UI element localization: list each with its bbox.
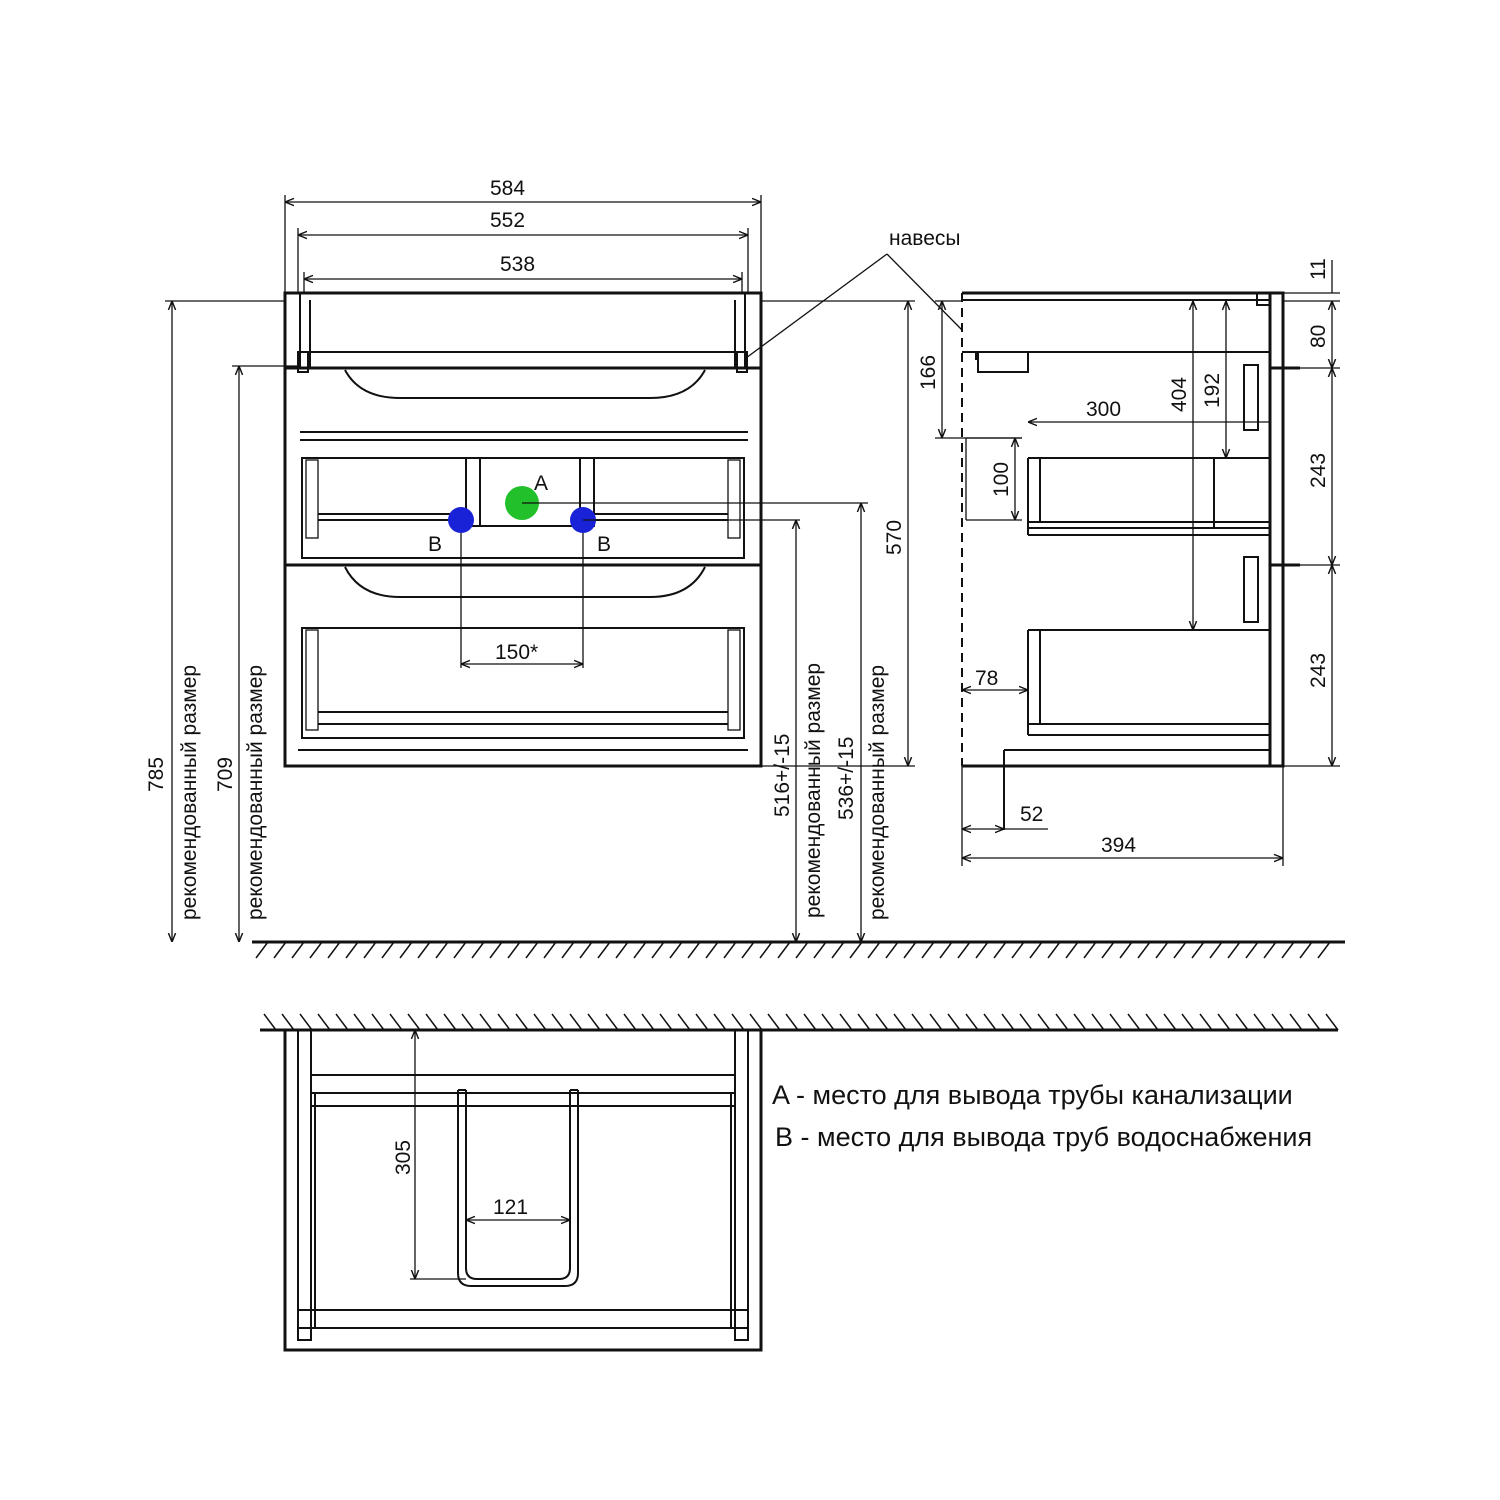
recommended-label-709: рекомендованный размер: [244, 664, 267, 920]
hatch-mark: [454, 942, 466, 958]
hatch-mark: [742, 942, 754, 958]
hatch-mark: [588, 1014, 600, 1030]
hatch-mark: [642, 1014, 654, 1030]
dim-150: 150*: [495, 641, 539, 664]
dim-100: 100: [990, 461, 1013, 497]
hatch-mark: [876, 1014, 888, 1030]
label-point-b-right: B: [597, 533, 612, 556]
hatch-mark: [714, 1014, 726, 1030]
hatch-mark: [1020, 1014, 1032, 1030]
front-view: [145, 177, 962, 942]
hatch-mark: [930, 1014, 942, 1030]
hatch-mark: [904, 942, 916, 958]
hatch-mark: [1056, 1014, 1068, 1030]
hatch-mark: [534, 1014, 546, 1030]
hatch-mark: [732, 1014, 744, 1030]
hatch-mark: [652, 942, 664, 958]
hatch-mark: [1120, 942, 1132, 958]
hatch-mark: [1200, 1014, 1212, 1030]
hatch-mark: [462, 1014, 474, 1030]
dim-300: 300: [1086, 398, 1122, 421]
hatch-mark: [670, 942, 682, 958]
dim-516: 516+/-15: [771, 733, 794, 817]
recommended-label-516: рекомендованный размер: [802, 662, 825, 918]
hatch-mark: [688, 942, 700, 958]
water-point-b-left: [448, 507, 474, 533]
hatch-mark: [706, 942, 718, 958]
hatch-mark: [804, 1014, 816, 1030]
hatch-mark: [1074, 1014, 1086, 1030]
hatch-mark: [1254, 1014, 1266, 1030]
hatch-mark: [1048, 942, 1060, 958]
hatch-mark: [472, 942, 484, 958]
hatch-mark: [814, 942, 826, 958]
hatch-mark: [1102, 942, 1114, 958]
hatch-mark: [948, 1014, 960, 1030]
hatch-mark: [544, 942, 556, 958]
hatch-mark: [408, 1014, 420, 1030]
hatch-mark: [562, 942, 574, 958]
dim-52: 52: [1020, 803, 1044, 826]
hatch-mark: [354, 1014, 366, 1030]
hatch-mark: [310, 942, 322, 958]
dim-785: 785: [145, 756, 168, 792]
dim-570: 570: [883, 519, 906, 555]
recommended-label-536: рекомендованный размер: [866, 664, 889, 920]
hatch-mark: [1192, 942, 1204, 958]
hatch-mark: [984, 1014, 996, 1030]
hatch-mark: [570, 1014, 582, 1030]
plan-view: [260, 1030, 1338, 1350]
hatch-mark: [336, 1014, 348, 1030]
hatch-mark: [426, 1014, 438, 1030]
hatch-mark: [912, 1014, 924, 1030]
floor-hatch: [256, 942, 1330, 958]
hatch-mark: [1146, 1014, 1158, 1030]
hatch-mark: [976, 942, 988, 958]
hatch-mark: [1110, 1014, 1122, 1030]
hatch-mark: [796, 942, 808, 958]
hatch-mark: [760, 942, 772, 958]
hatch-mark: [958, 942, 970, 958]
label-point-b-left: B: [428, 533, 443, 556]
hatch-mark: [436, 942, 448, 958]
recommended-label-785: рекомендованный размер: [178, 664, 201, 920]
hatch-mark: [282, 1014, 294, 1030]
hatch-mark: [616, 942, 628, 958]
dim-11: 11: [1307, 258, 1330, 280]
hatch-mark: [1300, 942, 1312, 958]
dim-121: 121: [493, 1196, 529, 1219]
hatch-mark: [1264, 942, 1276, 958]
hatch-mark: [1128, 1014, 1140, 1030]
hatch-mark: [1002, 1014, 1014, 1030]
legend-line-b: B - место для вывода труб водоснабжения: [775, 1122, 1313, 1152]
hatch-mark: [966, 1014, 978, 1030]
hatch-mark: [1236, 1014, 1248, 1030]
hatch-mark: [660, 1014, 672, 1030]
hatch-mark: [922, 942, 934, 958]
hatch-mark: [400, 942, 412, 958]
hatch-mark: [1290, 1014, 1302, 1030]
hatch-mark: [598, 942, 610, 958]
dim-552: 552: [490, 209, 526, 232]
hatch-mark: [1182, 1014, 1194, 1030]
hatch-mark: [606, 1014, 618, 1030]
hatch-mark: [444, 1014, 456, 1030]
hatch-mark: [390, 1014, 402, 1030]
dim-584: 584: [490, 177, 526, 200]
hatch-mark: [318, 1014, 330, 1030]
hatch-mark: [372, 1014, 384, 1030]
hatch-mark: [1210, 942, 1222, 958]
hatch-mark: [696, 1014, 708, 1030]
hatch-mark: [768, 1014, 780, 1030]
hatch-mark: [1246, 942, 1258, 958]
hatch-mark: [994, 942, 1006, 958]
label-hinges: навесы: [889, 227, 961, 250]
hatch-mark: [1326, 1014, 1338, 1030]
dim-80: 80: [1307, 324, 1330, 348]
hatch-mark: [480, 1014, 492, 1030]
hatch-mark: [832, 942, 844, 958]
dim-394: 394: [1101, 834, 1137, 857]
dim-243-upper: 243: [1307, 452, 1330, 488]
hatch-mark: [894, 1014, 906, 1030]
hatch-mark: [840, 1014, 852, 1030]
hatch-mark: [886, 942, 898, 958]
hatch-mark: [624, 1014, 636, 1030]
legend-line-a: A - место для вывода трубы канализации: [772, 1080, 1293, 1110]
side-view: [917, 258, 1340, 866]
hatch-mark: [634, 942, 646, 958]
wall-hatch: [264, 1014, 1338, 1030]
hatch-mark: [868, 942, 880, 958]
hatch-mark: [1084, 942, 1096, 958]
dim-538: 538: [500, 253, 536, 276]
hatch-mark: [526, 942, 538, 958]
dim-243-lower: 243: [1307, 652, 1330, 688]
hatch-mark: [724, 942, 736, 958]
hatch-mark: [300, 1014, 312, 1030]
dim-536: 536+/-15: [835, 736, 858, 820]
hatch-mark: [1218, 1014, 1230, 1030]
hatch-mark: [750, 1014, 762, 1030]
legend: [772, 1080, 1312, 1152]
hatch-mark: [274, 942, 286, 958]
hatch-mark: [1038, 1014, 1050, 1030]
hatch-mark: [1092, 1014, 1104, 1030]
hatch-mark: [256, 942, 268, 958]
dim-709: 709: [214, 756, 237, 792]
hatch-mark: [1012, 942, 1024, 958]
hatch-mark: [580, 942, 592, 958]
hatch-mark: [1228, 942, 1240, 958]
dim-166: 166: [917, 354, 940, 390]
hatch-mark: [1174, 942, 1186, 958]
label-point-a: A: [534, 472, 549, 495]
hatch-mark: [1156, 942, 1168, 958]
hatch-mark: [552, 1014, 564, 1030]
hatch-mark: [1164, 1014, 1176, 1030]
hatch-mark: [822, 1014, 834, 1030]
hatch-mark: [1066, 942, 1078, 958]
hatch-mark: [508, 942, 520, 958]
hatch-mark: [940, 942, 952, 958]
hatch-mark: [364, 942, 376, 958]
hatch-mark: [678, 1014, 690, 1030]
hatch-mark: [1272, 1014, 1284, 1030]
hatch-mark: [490, 942, 502, 958]
hatch-mark: [498, 1014, 510, 1030]
dim-192: 192: [1201, 372, 1224, 408]
hatch-mark: [786, 1014, 798, 1030]
hatch-mark: [346, 942, 358, 958]
hatch-mark: [1138, 942, 1150, 958]
dim-404: 404: [1168, 376, 1191, 412]
hatch-mark: [418, 942, 430, 958]
hatch-mark: [264, 1014, 276, 1030]
hatch-mark: [292, 942, 304, 958]
dim-78: 78: [975, 667, 999, 690]
hatch-mark: [1308, 1014, 1320, 1030]
hatch-mark: [1318, 942, 1330, 958]
hatch-mark: [1282, 942, 1294, 958]
dim-305: 305: [392, 1139, 415, 1175]
hatch-mark: [328, 942, 340, 958]
hatch-mark: [516, 1014, 528, 1030]
hatch-mark: [858, 1014, 870, 1030]
hatch-mark: [382, 942, 394, 958]
hatch-mark: [1030, 942, 1042, 958]
hatch-mark: [778, 942, 790, 958]
hatch-mark: [850, 942, 862, 958]
